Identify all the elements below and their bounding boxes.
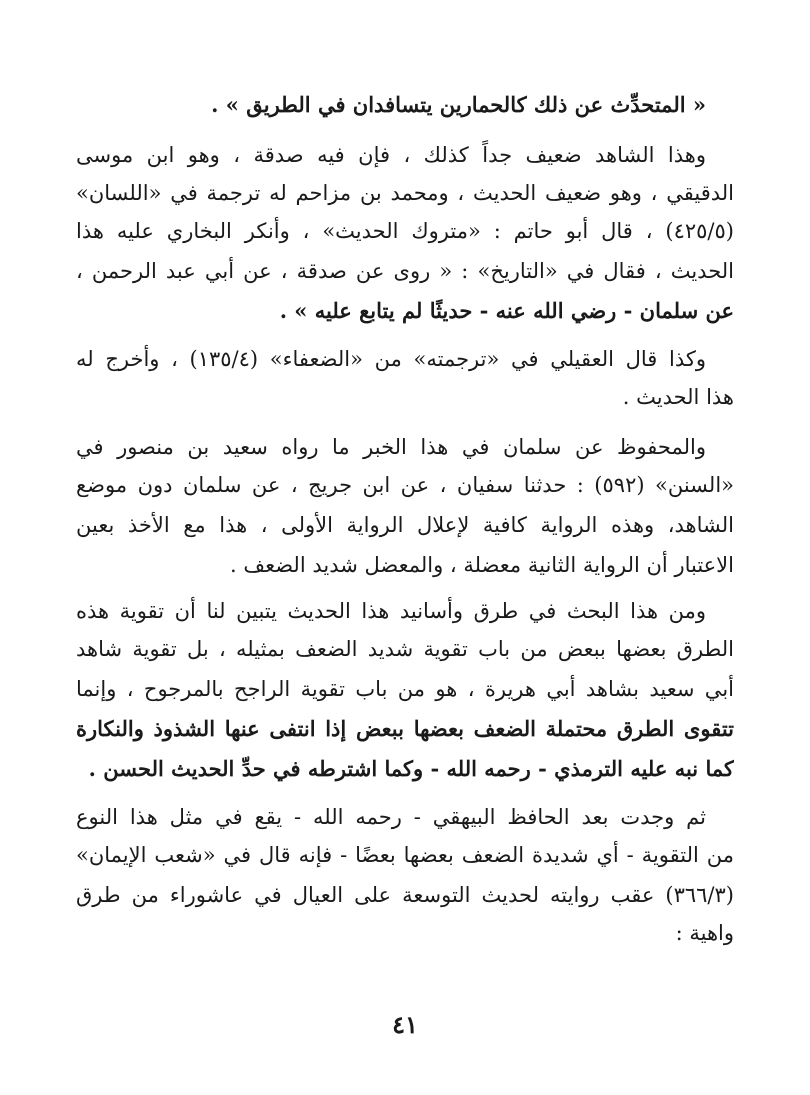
- text-line-3: الدقيقي ، وهو ضعيف الحديث ، ومحمد بن مزاحم له ترجمة في «اللسان»: [76, 181, 734, 205]
- text-line-7: وكذا قال العقيلي في «ترجمته» من «الضعفاء» (١٣٥/٤) ، وأخرج له: [76, 347, 706, 371]
- text-line-13: ومن هذا البحث في طرق وأسانيد هذا الحديث يتبين لنا أن تقوية هذه: [76, 599, 706, 623]
- text-line-15: أبي سعيد بشاهد أبي هريرة ، هو من باب تقوية الراجح بالمرجوح ، وإنما: [76, 677, 734, 701]
- text-line-1: « المتحدِّث عن ذلك كالحمارين يتسافدان في الطريق » .: [211, 92, 706, 117]
- page-number: ٤١: [392, 1010, 418, 1039]
- text-line-5: الحديث ، فقال في «التاريخ» : « روى عن صدقة ، عن أبي عبد الرحمن ،: [76, 259, 734, 283]
- text-line-17: كما نبه عليه الترمذي - رحمه الله - وكما اشترطه في حدِّ الحديث الحسن .: [88, 756, 734, 781]
- text-line-8: هذا الحديث .: [622, 385, 734, 409]
- text-line-2: وهذا الشاهد ضعيف جداً كذلك ، فإن فيه صدقة ، وهو ابن موسى: [76, 143, 706, 167]
- text-line-14: الطرق بعضها ببعض من باب تقوية شديد الضعف بمثيله ، بل تقوية شاهد: [76, 637, 734, 661]
- text-line-4: (٤٢٥/٥) ، قال أبو حاتم : «متروك الحديث» ، وأنكر البخاري عليه هذا: [76, 219, 734, 243]
- text-line-9: والمحفوظ عن سلمان في هذا الخبر ما رواه سعيد بن منصور في: [76, 435, 706, 459]
- text-line-10: «السنن» (٥٩٢) : حدثنا سفيان ، عن ابن جريج ، عن سلمان دون موضع: [76, 473, 734, 497]
- text-line-6: عن سلمان - رضي الله عنه - حديثًا لم يتابع عليه » .: [279, 298, 734, 323]
- text-line-19: من التقوية - أي شديدة الضعف بعضها بعضًا - فإنه قال في «شعب الإيمان»: [76, 843, 734, 867]
- text-line-11: الشاهد، وهذه الرواية كافية لإعلال الرواية الأولى ، هذا مع الأخذ بعين: [76, 513, 734, 537]
- text-line-16: تتقوى الطرق محتملة الضعف بعضها ببعض إذا انتفى عنها الشذوذ والنكارة: [76, 716, 734, 741]
- text-line-12: الاعتبار أن الرواية الثانية معضلة ، والمعضل شديد الضعف .: [229, 553, 734, 577]
- text-line-18: ثم وجدت بعد الحافظ البيهقي - رحمه الله - يقع في مثل هذا النوع: [76, 805, 706, 829]
- text-line-20: (٣٦٦/٣) عقب روايته لحديث التوسعة على العيال في عاشوراء من طرق: [76, 883, 734, 907]
- text-line-21: واهية :: [675, 921, 734, 945]
